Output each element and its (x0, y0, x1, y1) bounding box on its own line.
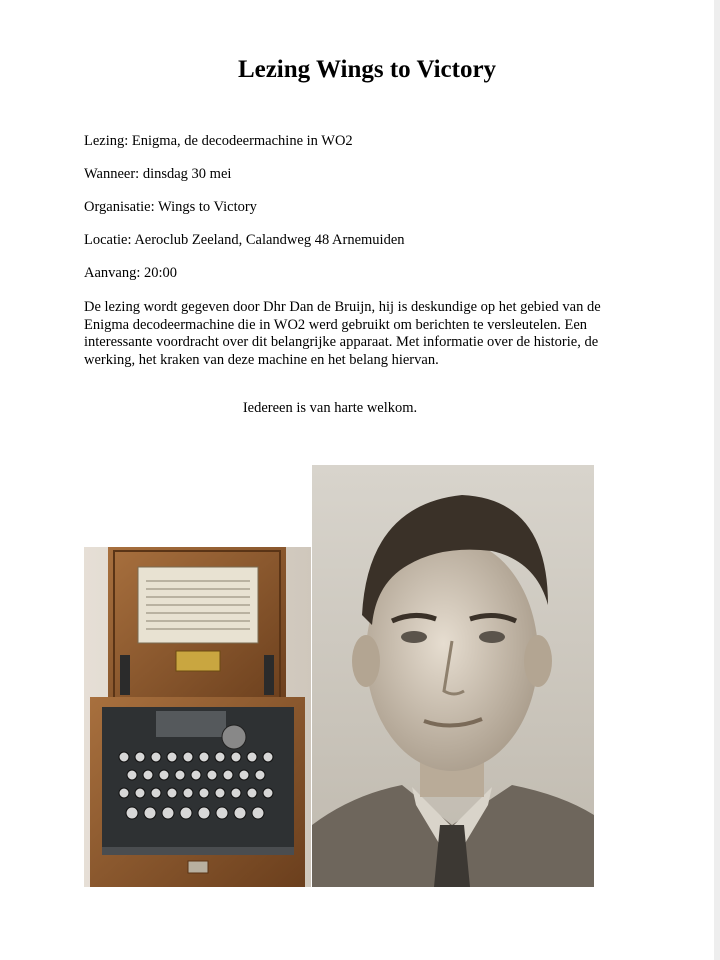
field-aanvang: Aanvang: 20:00 (84, 265, 178, 281)
field-locatie: Locatie: Aeroclub Zeeland, Calandweg 48 Arnemuiden (84, 232, 405, 248)
description-line: werking, het kraken van deze machine en het belang hiervan. (84, 351, 439, 368)
portrait-photo (312, 465, 594, 887)
description-line: De lezing wordt gegeven door Dhr Dan de Bruijn, hij is deskundige op het gebied van de (84, 299, 601, 315)
page-title: Lezing Wings to Victory (237, 56, 497, 83)
description-line: interessante voordracht over dit belangrijke apparaat. Met informatie over de historie, de (84, 334, 599, 350)
field-lezing: Lezing: Enigma, de decodeermachine in WO2 (84, 133, 353, 149)
enigma-machine-photo (84, 547, 311, 887)
description-line: Enigma decodeermachine die in WO2 werd gebruikt om berichten te versleutelen. Een (84, 316, 588, 333)
page-edge (714, 0, 720, 960)
welcome-text: Iedereen is van harte welkom. (242, 400, 418, 416)
portrait-illustration (312, 465, 594, 887)
enigma-illustration (84, 547, 311, 887)
field-organisatie: Organisatie: Wings to Victory (84, 199, 257, 215)
field-wanneer: Wanneer: dinsdag 30 mei (84, 166, 232, 182)
description-paragraph (84, 299, 614, 369)
